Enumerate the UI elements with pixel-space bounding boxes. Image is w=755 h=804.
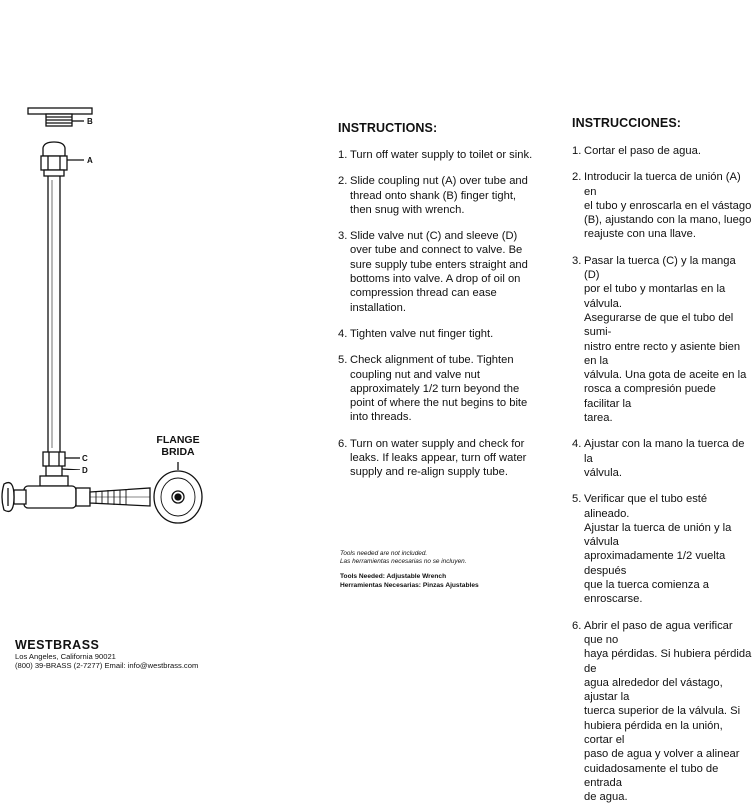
step-text: Turn on water supply and check for leaks. If leaks appear, turn off water supply and re-align supply tube. bbox=[350, 437, 527, 479]
step-text: Ajustar con la mano la tuerca de la válvula. bbox=[584, 438, 745, 479]
label-b: B bbox=[87, 117, 93, 126]
tools-note-es: Las herramientas necesarias no se incluyen. bbox=[340, 558, 467, 565]
step-number: 6. bbox=[572, 619, 582, 632]
company-address: Los Angeles, California 90021 bbox=[15, 652, 116, 661]
instruction-step bbox=[338, 327, 538, 341]
instruction-step bbox=[338, 174, 538, 217]
label-d: D bbox=[82, 466, 88, 475]
step-number: 1. bbox=[338, 149, 348, 161]
step-text: Turn off water supply to toilet or sink. bbox=[350, 149, 533, 161]
tools-necesarias: Herramientas Necesarias: Pinzas Ajustables bbox=[340, 581, 479, 589]
step-number: 3. bbox=[572, 254, 582, 267]
step-number: 2. bbox=[338, 175, 348, 188]
company-block bbox=[15, 638, 198, 671]
step-text: Verificar que el tubo esté alineado. Ajustar la tuerca de unión y la válvula aproximadamente 1/2 vuelta después que la tuerca comienza a enroscarse. bbox=[584, 493, 732, 606]
tools-note-en: Tools needed are not included. bbox=[340, 550, 428, 557]
shank-plate bbox=[28, 108, 92, 126]
instruction-step bbox=[572, 492, 754, 606]
instruction-step bbox=[572, 619, 754, 804]
supply-line-diagram bbox=[0, 0, 330, 470]
step-text: Slide coupling nut (A) over tube and thread onto shank (B) finger tight, then snug with wrench. bbox=[350, 175, 528, 216]
flange-label-es: BRIDA bbox=[161, 446, 195, 458]
company-logo: WESTBRASS bbox=[15, 638, 100, 652]
step-number: 6. bbox=[338, 437, 348, 450]
instruction-step bbox=[572, 437, 754, 480]
label-c: C bbox=[82, 454, 88, 463]
step-number: 1. bbox=[572, 145, 582, 157]
instruction-step bbox=[338, 148, 538, 162]
instructions-english bbox=[338, 121, 538, 480]
step-text: Tighten valve nut finger tight. bbox=[350, 327, 494, 340]
angle-valve-diagram bbox=[0, 466, 220, 538]
valve-nut bbox=[43, 452, 65, 466]
instrucciones-heading: INSTRUCCIONES: bbox=[572, 116, 682, 130]
step-number: 4. bbox=[338, 327, 348, 340]
flange-label-en: FLANGE bbox=[156, 434, 200, 446]
instrucciones-list bbox=[572, 144, 754, 804]
instruction-step bbox=[338, 353, 538, 424]
tools-needed: Tools Needed: Adjustable Wrench bbox=[340, 573, 447, 580]
step-text: Introducir la tuerca de unión (A) en el tubo y enroscarla en el vástago (B), ajustando con la mano, luego reajuste con una llave. bbox=[584, 171, 752, 241]
label-a: A bbox=[87, 156, 93, 165]
instruction-step bbox=[572, 170, 754, 241]
flange-label bbox=[140, 434, 216, 458]
step-text: Abrir el paso de agua verificar que no haya pérdidas. Si hubiera pérdida de agua alrededor del vástago, ajustar la tuerca superior de la válvula. Si hubiera pérdida en la unión, cortar el paso de agua y volver a alinear cuidadosamente el tubo de entrada de agua. bbox=[584, 619, 752, 804]
instruction-step bbox=[572, 144, 754, 158]
step-number: 5. bbox=[572, 493, 582, 506]
supply-tube bbox=[48, 176, 60, 452]
instructions-heading: INSTRUCTIONS: bbox=[338, 121, 438, 135]
coupling-nut bbox=[41, 142, 67, 176]
instructions-spanish bbox=[572, 116, 754, 804]
instructions-list bbox=[338, 148, 538, 480]
step-number: 3. bbox=[338, 230, 348, 243]
step-number: 4. bbox=[572, 438, 582, 451]
step-text: Check alignment of tube. Tighten coupling nut and valve nut approximately 1/2 turn beyond the point of where the nut begins to bite into threads. bbox=[350, 354, 528, 424]
step-text: Cortar el paso de agua. bbox=[584, 145, 701, 157]
instruction-step bbox=[572, 254, 754, 426]
step-number: 2. bbox=[572, 171, 582, 184]
company-contact: (800) 39-BRASS (2-7277) Email: info@westbrass.com bbox=[15, 661, 199, 671]
step-text: Slide valve nut (C) and sleeve (D) over tube and connect to valve. Be sure supply tube enters straight and bottoms into valve. A drop of oil on compression thread can ease installation. bbox=[350, 230, 528, 314]
step-number: 5. bbox=[338, 354, 348, 367]
instruction-step bbox=[338, 229, 538, 315]
instruction-step bbox=[338, 437, 538, 480]
tools-note bbox=[340, 550, 540, 590]
step-text: Pasar la tuerca (C) y la manga (D) por el tubo y montarlas en la válvula. Asegurarse de que el tubo del sumi- nistro entre recto y asiente bien en la válvula. Una gota de aceite en la rosca a compresión puede facilitar la tarea. bbox=[584, 254, 747, 425]
